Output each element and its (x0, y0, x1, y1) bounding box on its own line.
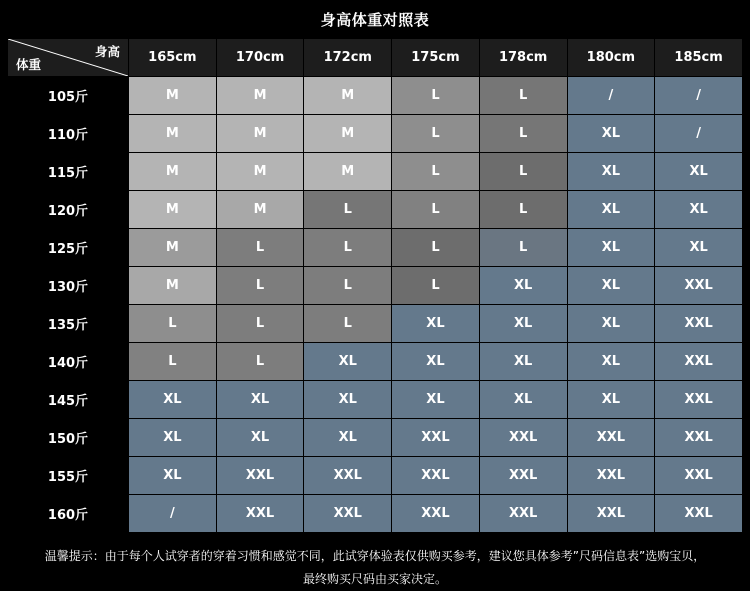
size-cell: / (567, 77, 655, 115)
page-title: 身高体重对照表 (320, 11, 430, 29)
size-cell: / (129, 495, 217, 533)
size-cell: XL (567, 305, 655, 343)
size-cell: / (655, 77, 743, 115)
size-cell: XL (129, 381, 217, 419)
row-header-weight: 130斤 (8, 267, 129, 305)
size-cell: XL (567, 153, 655, 191)
size-cell: XL (479, 305, 567, 343)
size-cell: L (392, 191, 480, 229)
size-cell: L (304, 229, 392, 267)
row-header-weight: 150斤 (8, 419, 129, 457)
size-cell: XXL (655, 457, 743, 495)
row-header-weight: 135斤 (8, 305, 129, 343)
size-cell: L (479, 191, 567, 229)
size-cell: XXL (479, 419, 567, 457)
column-header-4: 178cm (479, 39, 567, 77)
size-cell: XL (304, 381, 392, 419)
size-cell: M (129, 229, 217, 267)
size-cell: XL (392, 305, 480, 343)
size-cell: XXL (479, 457, 567, 495)
table-header-row (8, 39, 743, 77)
size-cell: XXL (304, 495, 392, 533)
row-header-weight: 105斤 (8, 77, 129, 115)
size-cell: L (216, 305, 304, 343)
size-cell: XL (479, 267, 567, 305)
row-header-weight: 155斤 (8, 457, 129, 495)
column-header-2: 172cm (304, 39, 392, 77)
size-cell: XL (129, 457, 217, 495)
size-cell: L (392, 267, 480, 305)
size-cell: L (216, 229, 304, 267)
size-cell: XXL (304, 457, 392, 495)
size-cell: M (216, 153, 304, 191)
disclaimer-note (18, 545, 732, 591)
table-row (8, 343, 743, 381)
size-cell: L (129, 305, 217, 343)
size-cell: L (392, 77, 480, 115)
size-cell: XXL (655, 495, 743, 533)
size-cell: XXL (655, 343, 743, 381)
size-cell: XL (655, 229, 743, 267)
table-row (8, 267, 743, 305)
table-header (8, 39, 743, 77)
column-header-5: 180cm (567, 39, 655, 77)
size-cell: XL (304, 419, 392, 457)
size-cell: XXL (392, 495, 480, 533)
size-cell: L (392, 153, 480, 191)
size-cell: L (479, 77, 567, 115)
size-cell: XL (567, 343, 655, 381)
size-cell: XXL (655, 381, 743, 419)
size-cell: XL (216, 419, 304, 457)
size-cell: XXL (392, 457, 480, 495)
row-header-weight: 115斤 (8, 153, 129, 191)
size-cell: L (479, 153, 567, 191)
row-header-weight: 140斤 (8, 343, 129, 381)
table-row (8, 457, 743, 495)
size-cell: L (216, 343, 304, 381)
size-cell: M (304, 77, 392, 115)
size-cell: XXL (392, 419, 480, 457)
table-row (8, 305, 743, 343)
row-header-weight: 125斤 (8, 229, 129, 267)
size-cell: L (304, 191, 392, 229)
table-row (8, 495, 743, 533)
size-cell: XXL (216, 457, 304, 495)
size-cell: XXL (567, 495, 655, 533)
table-corner-cell (8, 39, 129, 77)
column-header-3: 175cm (392, 39, 480, 77)
table-row (8, 381, 743, 419)
column-header-6: 185cm (655, 39, 743, 77)
size-cell: M (304, 153, 392, 191)
size-cell: XL (129, 419, 217, 457)
table-row (8, 419, 743, 457)
size-cell: M (216, 115, 304, 153)
size-cell: XXL (655, 267, 743, 305)
disclaimer-line-1: 温馨提示：由于每个人试穿者的穿着习惯和感觉不同，此试穿体验表仅供购买参考，建议您具体参考”尺码信息表”选购宝贝， (44, 549, 706, 563)
size-cell: XL (567, 267, 655, 305)
size-cell: XXL (216, 495, 304, 533)
size-cell: M (129, 191, 217, 229)
size-cell: XL (655, 191, 743, 229)
size-cell: XL (567, 229, 655, 267)
size-cell: / (655, 115, 743, 153)
table-row (8, 77, 743, 115)
size-cell: XXL (479, 495, 567, 533)
table-row (8, 191, 743, 229)
size-cell: L (216, 267, 304, 305)
size-cell: L (129, 343, 217, 381)
size-cell: M (216, 77, 304, 115)
size-cell: XL (655, 153, 743, 191)
size-cell: L (479, 115, 567, 153)
size-cell: M (304, 115, 392, 153)
size-cell: XXL (655, 305, 743, 343)
corner-weight-label: 体重 (16, 57, 42, 72)
row-header-weight: 160斤 (8, 495, 129, 533)
corner-height-label: 身高 (94, 44, 120, 59)
table-row (8, 153, 743, 191)
size-cell: XL (392, 343, 480, 381)
table-row (8, 115, 743, 153)
size-cell: M (129, 153, 217, 191)
size-cell: XL (567, 191, 655, 229)
size-cell: XL (567, 381, 655, 419)
size-cell: XXL (567, 457, 655, 495)
size-cell: XL (479, 381, 567, 419)
size-cell: L (304, 267, 392, 305)
size-chart-table (7, 38, 743, 533)
size-cell: XL (216, 381, 304, 419)
size-cell: L (392, 229, 480, 267)
size-cell: XL (304, 343, 392, 381)
size-cell: L (304, 305, 392, 343)
size-cell: M (129, 77, 217, 115)
size-cell: L (392, 115, 480, 153)
size-cell: XXL (567, 419, 655, 457)
size-cell: XL (479, 343, 567, 381)
size-cell: XL (567, 115, 655, 153)
column-header-0: 165cm (129, 39, 217, 77)
table-row (8, 229, 743, 267)
size-cell: XL (392, 381, 480, 419)
disclaimer-line-2: 最终购买尺码由买家决定。 (302, 571, 447, 586)
size-cell: M (129, 267, 217, 305)
row-header-weight: 120斤 (8, 191, 129, 229)
size-cell: M (129, 115, 217, 153)
column-header-1: 170cm (216, 39, 304, 77)
size-cell: L (479, 229, 567, 267)
table-body (8, 77, 743, 533)
row-header-weight: 145斤 (8, 381, 129, 419)
size-cell: M (216, 191, 304, 229)
size-cell: XXL (655, 419, 743, 457)
row-header-weight: 110斤 (8, 115, 129, 153)
